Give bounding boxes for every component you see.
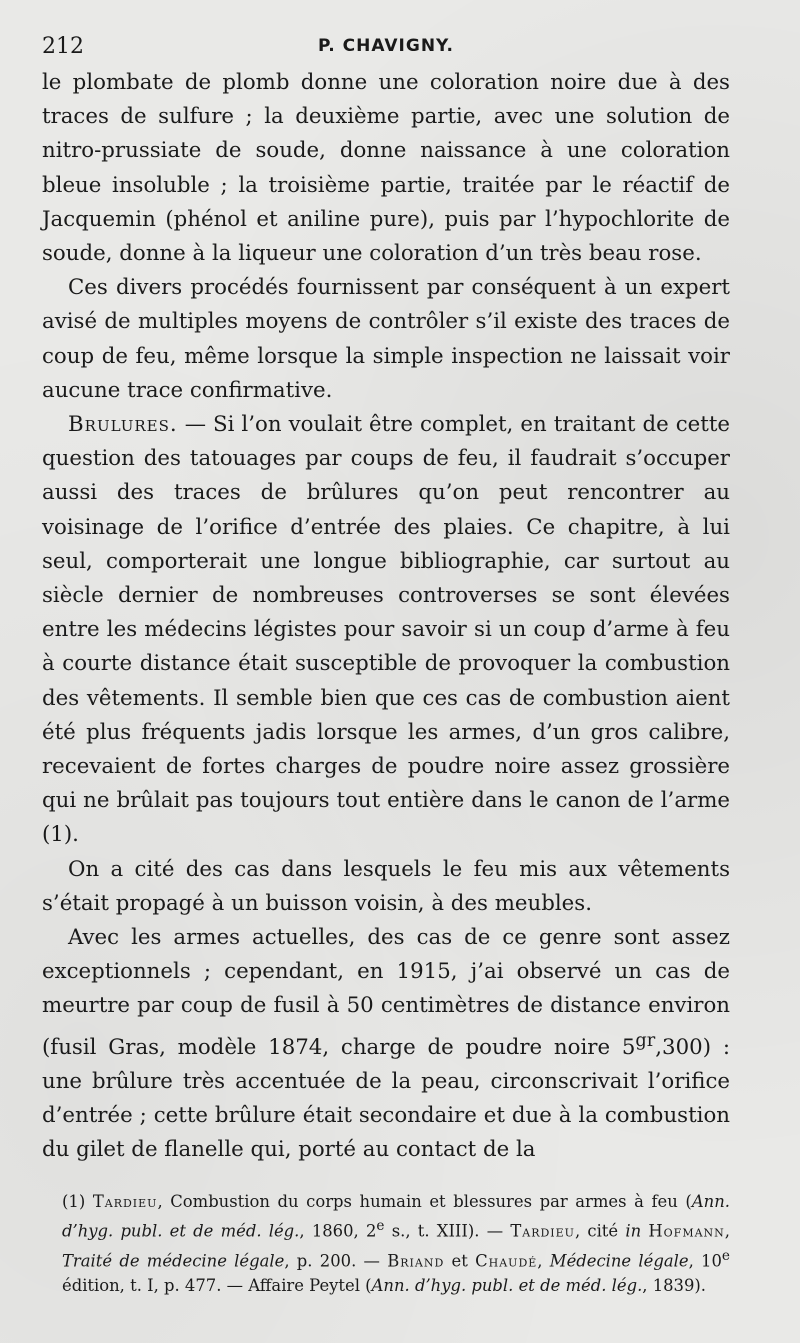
text-segment: , bbox=[724, 1221, 730, 1241]
text-segment: Médecine légale bbox=[549, 1251, 689, 1271]
text-segment: gr bbox=[635, 1030, 656, 1051]
text-segment: in bbox=[625, 1221, 642, 1241]
page-number: 212 bbox=[42, 34, 84, 59]
paragraph bbox=[42, 921, 730, 1168]
text-segment: Traité de médecine légale bbox=[62, 1251, 285, 1271]
text-segment: Briand bbox=[387, 1251, 445, 1271]
text-segment: , p. 200. — bbox=[284, 1251, 388, 1271]
text-segment: Chaudé bbox=[475, 1251, 538, 1271]
text-segment: Tardieu bbox=[510, 1221, 575, 1241]
footnote bbox=[62, 1190, 730, 1299]
text-segment: , Combustion du corps humain et blessures par armes à feu ( bbox=[157, 1191, 692, 1211]
text-segment: et bbox=[444, 1251, 476, 1271]
text-segment: Ann. d’hyg. publ. et de méd. lég. bbox=[62, 1191, 730, 1241]
paragraph bbox=[42, 408, 730, 853]
text-segment: , cité bbox=[574, 1221, 626, 1241]
text-segment: Tardieu bbox=[92, 1191, 158, 1211]
text-segment: , 1860, 2 bbox=[299, 1221, 377, 1241]
text-segment: (1) bbox=[62, 1191, 93, 1211]
text-segment: le plombate de plomb donne une coloration noire due à des traces de sulfure ; la deuxième partie, avec une solution de nitro-prussiate de soude, donne naissance à une coloration bleue insoluble ; la troisième partie, traitée par le réactif de Jacquemin (phénol et aniline pure), puis par l’hypochlorite de soude, donne à la liqueur une coloration d’un très beau rose. bbox=[42, 70, 730, 267]
text-segment: Brulures. bbox=[68, 412, 178, 438]
text-segment: e bbox=[721, 1247, 730, 1264]
text-segment: , 10 bbox=[688, 1251, 722, 1271]
running-title: P. CHAVIGNY. bbox=[317, 36, 455, 56]
text-segment: , 1839). bbox=[642, 1275, 707, 1295]
text-segment: e bbox=[376, 1218, 385, 1234]
paragraph bbox=[42, 271, 730, 408]
footnotes bbox=[42, 1190, 730, 1299]
text-segment: , bbox=[537, 1251, 550, 1271]
text-segment: — Si l’on voulait être complet, en traitant de cette question des tatouages par coups de feu, il faudrait s’occuper aussi des traces de brûlures qu’on peut rencontrer au voisinage de l’orifice d’entrée des plaies. Ce chapitre, à lui seul, comporterait une longue bibliographie, car surtout au siècle dernier de nombreuses controverses se sont élevées entre les médecins légistes pour savoir si un coup d’arme à feu à courte distance était susceptible de provoquer la combustion des vêtements. Il semble bien que ces cas de combustion aient été plus fréquents jadis lorsque les armes, d’un gros calibre, recevaient de fortes charges de poudre noire assez grossière qui ne brûlait pas toujours tout entière dans le canon de l’arme (1). bbox=[42, 412, 730, 848]
running-head bbox=[42, 28, 730, 62]
paragraph bbox=[42, 853, 730, 921]
paragraph bbox=[42, 66, 730, 271]
text-segment: On a cité des cas dans lesquels le feu mis aux vêtements s’était propagé à un buisson voisin, à des meubles. bbox=[42, 856, 730, 916]
text-segment: Hofmann bbox=[648, 1221, 725, 1241]
text-segment: Ann. d’hyg. publ. et de méd. lég. bbox=[371, 1275, 643, 1295]
text-segment: ,300) : une brûlure très accentuée de la peau, circonscrivait l’orifice d’entrée ; cette brûlure était secondaire et due à la combustion du gilet de flanelle qui, porté au contact de la bbox=[42, 1034, 730, 1163]
text-segment: Ces divers procédés fournissent par conséquent à un expert avisé de multiples moyens de contrôler s’il existe des traces de coup de feu, même lorsque la simple inspection ne laissait voir aucune trace confirmative. bbox=[42, 275, 730, 403]
main-text bbox=[42, 66, 730, 1168]
text-segment: Avec les armes actuelles, des cas de ce genre sont assez exceptionnels ; cependant, en 1915, j’ai observé un cas de meurtre par coup de fusil à 50 centimètres de distance environ (fusil Gras, modèle 1874, charge de poudre noire 5 bbox=[42, 925, 730, 1060]
text-segment: édition, t. I, p. 477. — Affaire Peytel ( bbox=[62, 1275, 372, 1295]
text-segment: s., t. XIII). — bbox=[384, 1221, 511, 1241]
